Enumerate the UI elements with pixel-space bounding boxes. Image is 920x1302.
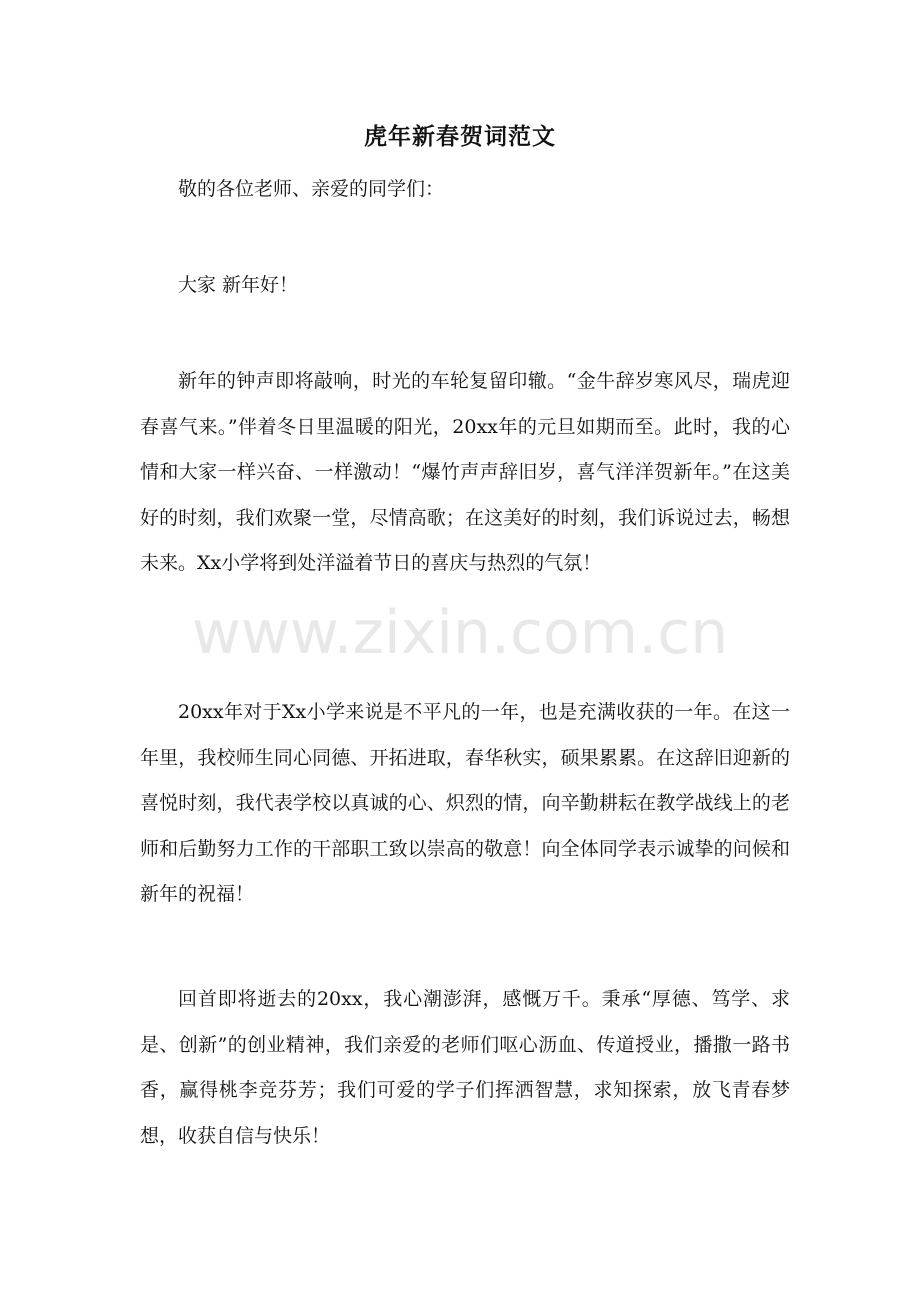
paragraph-1: 新年的钟声即将敲响，时光的车轮复留印辙。“金牛辞岁寒风尽，瑞虎迎春喜气来。”伴着冬日里温暖的阳光，20xx年的元旦如期而至。此时，我的心情和大家一样兴奋、一样激动！“爆竹声声辞旧岁，喜气洋洋贺新年。”在这美好的时刻，我们欢聚一堂，尽情高歌；在这美好的时刻，我们诉说过去，畅想未来。Xx小学将到处洋溢着节日的喜庆与热烈的气氛！ xyxy=(140,370,790,574)
salutation: 敬的各位老师、亲爱的同学们： xyxy=(178,178,445,200)
paragraph-2: 20xx年对于Xx小学来说是不平凡的一年，也是充满收获的一年。在这一年里，我校师生同心同德、开拓进取，春华秋实，硕果累累。在这辞旧迎新的喜悦时刻，我代表学校以真诚的心、炽烈的情，向辛勤耕耘在教学战线上的老师和后勤努力工作的干部职工致以崇高的敬意！向全体同学表示诚挚的问候和新年的祝福！ xyxy=(140,701,790,905)
watermark: www.zixin.com.cn xyxy=(191,598,729,668)
paragraph-3: 回首即将逝去的20xx，我心潮澎湃，感慨万千。秉承“厚德、笃学、求是、创新”的创业精神，我们亲爱的老师们呕心沥血、传道授业，播撒一路书香，赢得桃李竞芬芳；我们可爱的学子们挥洒智慧，求知探索，放飞青春梦想，收获自信与快乐！ xyxy=(140,988,790,1147)
greeting: 大家 新年好！ xyxy=(178,274,299,296)
document-title: 虎年新春贺词范文 xyxy=(364,123,556,150)
